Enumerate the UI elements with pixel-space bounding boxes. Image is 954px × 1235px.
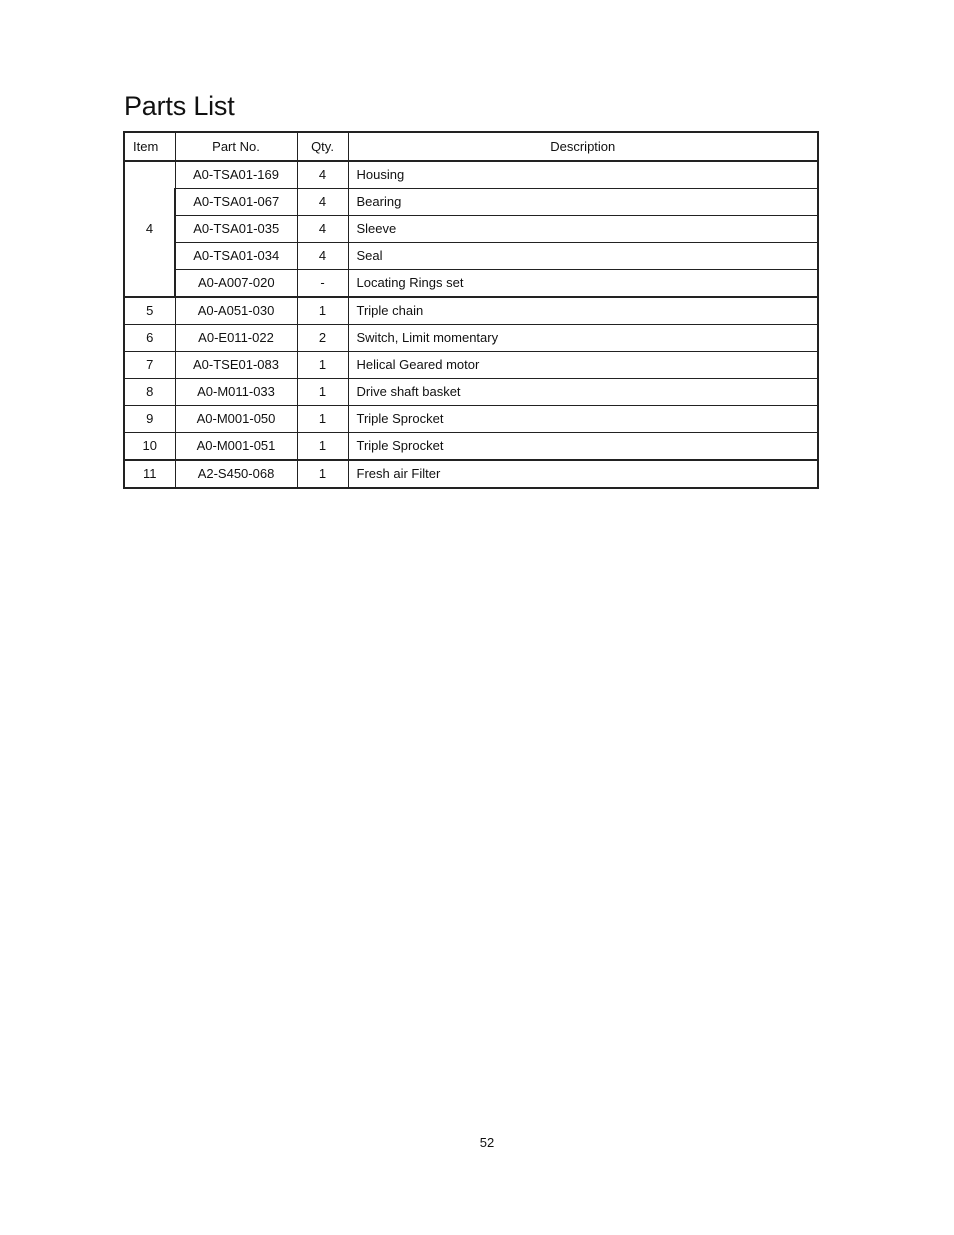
table-row (124, 161, 818, 189)
part-no-cell: A0-A007-020 (175, 270, 297, 298)
description-cell: Housing (348, 161, 818, 189)
qty-cell: 4 (297, 161, 348, 189)
qty-cell: 1 (297, 460, 348, 488)
table-row (124, 460, 818, 488)
column-header-part-no: Part No. (175, 132, 297, 161)
qty-cell: 1 (297, 433, 348, 461)
item-cell: 10 (124, 433, 175, 461)
qty-cell: 4 (297, 243, 348, 270)
table-row (124, 243, 818, 270)
part-no-cell: A0-M011-033 (175, 379, 297, 406)
part-no-cell: A0-TSA01-067 (175, 189, 297, 216)
table-row (124, 216, 818, 243)
part-no-cell: A0-M001-051 (175, 433, 297, 461)
part-no-cell: A0-M001-050 (175, 406, 297, 433)
table-row (124, 406, 818, 433)
part-no-cell: A2-S450-068 (175, 460, 297, 488)
part-no-cell: A0-TSA01-035 (175, 216, 297, 243)
table-row (124, 433, 818, 461)
parts-table (123, 131, 819, 489)
table-row (124, 379, 818, 406)
item-cell: 5 (124, 297, 175, 325)
column-header-item: Item (124, 132, 175, 161)
description-cell: Drive shaft basket (348, 379, 818, 406)
item-cell-group: 4 (124, 161, 175, 297)
qty-cell: 1 (297, 297, 348, 325)
description-cell: Sleeve (348, 216, 818, 243)
item-cell: 6 (124, 325, 175, 352)
item-cell: 7 (124, 352, 175, 379)
qty-cell: 4 (297, 216, 348, 243)
qty-cell: 1 (297, 352, 348, 379)
qty-cell: 1 (297, 406, 348, 433)
table-row (124, 189, 818, 216)
table-row (124, 325, 818, 352)
part-no-cell: A0-A051-030 (175, 297, 297, 325)
table-row (124, 297, 818, 325)
description-cell: Helical Geared motor (348, 352, 818, 379)
part-no-cell: A0-TSA01-034 (175, 243, 297, 270)
item-cell: 11 (124, 460, 175, 488)
description-cell: Triple Sprocket (348, 433, 818, 461)
table-row (124, 270, 818, 298)
qty-cell: 2 (297, 325, 348, 352)
part-no-cell: A0-E011-022 (175, 325, 297, 352)
description-cell: Fresh air Filter (348, 460, 818, 488)
part-no-cell: A0-TSA01-169 (175, 161, 297, 189)
page-title: Parts List (124, 91, 235, 121)
table-row (124, 352, 818, 379)
qty-cell: 4 (297, 189, 348, 216)
description-cell: Bearing (348, 189, 818, 216)
item-cell: 9 (124, 406, 175, 433)
page-number: 52 (479, 1135, 495, 1150)
description-cell: Triple chain (348, 297, 818, 325)
description-cell: Switch, Limit momentary (348, 325, 818, 352)
description-cell: Locating Rings set (348, 270, 818, 298)
qty-cell: - (297, 270, 348, 298)
item-cell: 8 (124, 379, 175, 406)
column-header-qty: Qty. (297, 132, 348, 161)
description-cell: Seal (348, 243, 818, 270)
table-header-row (124, 132, 818, 161)
column-header-description: Description (348, 132, 818, 161)
qty-cell: 1 (297, 379, 348, 406)
part-no-cell: A0-TSE01-083 (175, 352, 297, 379)
description-cell: Triple Sprocket (348, 406, 818, 433)
